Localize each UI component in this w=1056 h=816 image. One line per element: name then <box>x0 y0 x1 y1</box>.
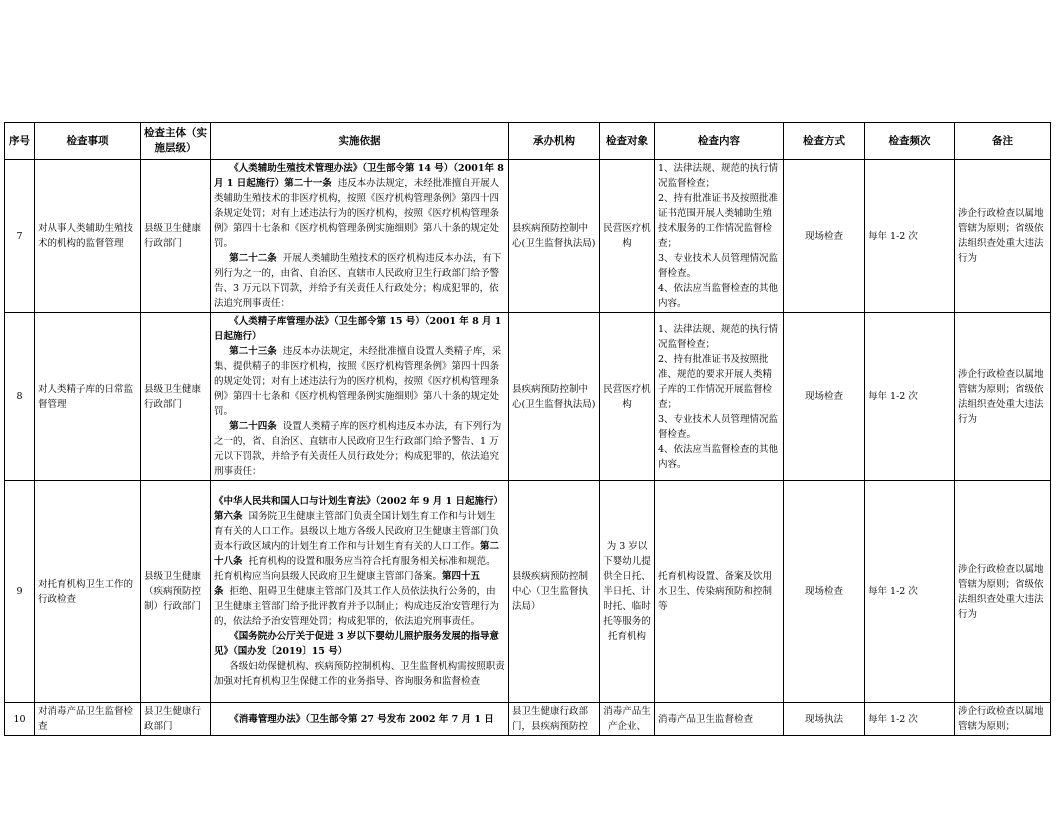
basis-text: 各级妇幼保健机构、疾病预防控制机构、卫生监督机构需按照职责加强对托育机构卫生保健工作的业务指导、咨询服务和监督检查 <box>214 661 505 687</box>
row-item: 对托育机构卫生工作的行政检查 <box>35 481 141 703</box>
row-method: 现场检查 <box>784 481 865 703</box>
row-item: 对消毒产品卫生监督检查 <box>35 703 141 736</box>
inspection-table <box>4 122 1051 736</box>
row-subject: 县级卫生健康行政部门 <box>141 313 211 481</box>
row-target: 民营医疗机构 <box>600 313 655 481</box>
row-freq: 每年 1-2 次 <box>865 313 955 481</box>
basis-text: 违反本办法规定，未经批准擅自设置人类精子库，采集、提供精子的非医疗机构，按照《医疗机构管理条例》第四十四条的规定处罚；对有上述违法行为的医疗机构，按照《医疗机构管理条例》第四十七条和《医疗机构管理条例实施细则》第八十条的规定处罚。 <box>214 346 502 417</box>
row-org: 县疾病预防控制中心(卫生监督执法局) <box>509 313 600 481</box>
basis-title: 第二十八条 <box>214 541 500 567</box>
row-freq: 每年 1-2 次 <box>865 160 955 313</box>
row-note: 涉企行政检查以属地管辖为原则； <box>955 703 1051 736</box>
basis-title: 第四十五条 <box>214 571 481 597</box>
basis-title: 《中华人民共和国人口与计划生育法》（2002 年 9 月 1 日起施行）第六条 <box>214 496 503 522</box>
basis-text: 违反本办法规定，未经批准擅自开展人类辅助生殖技术的非医疗机构，按照《医疗机构管理条例》第四十四条规定处罚；对有上述违法行为的医疗机构，按照《医疗机构管理条例》第四十七条和《医疗机构管理条例实施细则》第八十条的规定处罚。 <box>214 178 500 249</box>
row-item: 对从事人类辅助生殖技术的机构的监督管理 <box>35 160 141 313</box>
content-text: 1、法律法规、规范的执行情况监督检查； 2、持有批准证书及按照批准证书范围开展人类辅助生殖技术服务的工作情况监督检查； 3、专业技术人员管理情况监督检查。 4、依法应当监督检查的其他内容。 <box>658 163 779 309</box>
row-subject: 县级卫生健康行政部门 <box>141 160 211 313</box>
row-number: 8 <box>5 313 35 481</box>
header-method: 检查方式 <box>784 123 865 160</box>
header-no: 序号 <box>5 123 35 160</box>
basis-title: 《国务院办公厅关于促进 3 岁以下婴幼儿照护服务发展的指导意见》（国办发〔2019〕15 号） <box>214 631 499 657</box>
row-content: 托育机构设置、备案及饮用水卫生、传染病预防和控制等 <box>655 481 784 703</box>
basis-paragraph <box>214 712 505 727</box>
basis-text: 设置人类精子库的医疗机构违反本办法，有下列行为之一的，省、自治区、直辖市人民政府卫生行政部门给予警告、1 万元以下罚款，并给予有关责任人员行政处分；构成犯罪的，依法追究刑事责任： <box>214 421 502 477</box>
basis-paragraph <box>214 161 505 251</box>
table-row <box>5 481 1051 703</box>
header-target: 检查对象 <box>600 123 655 160</box>
row-basis <box>211 481 509 703</box>
basis-title: 第二十三条 <box>229 346 277 357</box>
header-subject: 检查主体（实施层级） <box>141 123 211 160</box>
basis-title: 第二十四条 <box>229 421 277 432</box>
row-org: 县级疾病预防控制中心（卫生监督执法局） <box>509 481 600 703</box>
basis-title: 《人类辅助生殖技术管理办法》（卫生部令第 14 号）（2001年 8 月 1 日起施行）第二十一条 <box>214 163 504 189</box>
basis-title: 第二十二条 <box>229 253 277 264</box>
header-note: 备注 <box>955 123 1051 160</box>
row-content <box>655 160 784 313</box>
basis-text: 开展人类辅助生殖技术的医疗机构违反本办法，有下列行为之一的，由省、自治区、直辖市人民政府卫生行政部门给予警告、3 万元以下罚款，并给予有关责任人行政处分；构成犯罪的，依法追究刑事责任： <box>214 253 502 309</box>
row-subject: 县卫生健康行政部门 <box>141 703 211 736</box>
basis-paragraph <box>214 314 505 344</box>
row-subject: 县级卫生健康（疾病预防控制）行政部门 <box>141 481 211 703</box>
basis-title: 《人类精子库管理办法》（卫生部令第 15 号）（2001 年 8 月 1 日起施行） <box>214 316 502 342</box>
table-row <box>5 703 1051 736</box>
row-content <box>655 313 784 481</box>
header-org: 承办机构 <box>509 123 600 160</box>
table-row <box>5 160 1051 313</box>
row-freq: 每年 1-2 次 <box>865 481 955 703</box>
basis-paragraph <box>214 494 505 629</box>
table-header-row <box>5 123 1051 160</box>
row-target: 消毒产品生产企业、 <box>600 703 655 736</box>
row-org: 县疾病预防控制中心(卫生监督执法局) <box>509 160 600 313</box>
basis-text: 托育机构的设置和服务应当符合托育服务相关标准和规范。托育机构应当向县级人民政府卫生健康主管部门备案。 <box>214 556 496 582</box>
basis-paragraph <box>214 251 505 311</box>
row-note: 涉企行政检查以属地管辖为原则；省级依法组织查处重大违法行为 <box>955 313 1051 481</box>
row-org: 县卫生健康行政部门，县疾病预防控 <box>509 703 600 736</box>
row-content: 消毒产品卫生监督检查 <box>655 703 784 736</box>
row-method: 现场执法 <box>784 703 865 736</box>
row-method: 现场检查 <box>784 160 865 313</box>
row-number: 10 <box>5 703 35 736</box>
row-method: 现场检查 <box>784 313 865 481</box>
row-note: 涉企行政检查以属地管辖为原则；省级依法组织查处重大违法行为 <box>955 481 1051 703</box>
row-target: 民营医疗机构 <box>600 160 655 313</box>
basis-paragraph <box>214 419 505 479</box>
row-basis <box>211 160 509 313</box>
basis-text: 拒绝、阻碍卫生健康主管部门及其工作人员依法执行公务的，由卫生健康主管部门给予批评教育并予以制止；构成违反治安管理行为的，依法给予治安管理处罚；构成犯罪的，依法追究刑事责任。 <box>214 586 500 627</box>
row-number: 7 <box>5 160 35 313</box>
row-freq: 每年 1-2 次 <box>865 703 955 736</box>
table-row <box>5 313 1051 481</box>
row-item: 对人类精子库的日常监督管理 <box>35 313 141 481</box>
basis-title: 《消毒管理办法》（卫生部令第 27 号发布 2002 年 7 月 1 日 <box>229 713 494 725</box>
content-text: 1、法律法规、规范的执行情况监督检查； 2、持有批准证书及按照批准、规范的要求开展人类精子库的工作情况开展监督检查； 3、专业技术人员管理情况监督检查。 4、依法应当监督检查的其他内容。 <box>658 323 779 470</box>
header-freq: 检查频次 <box>865 123 955 160</box>
header-basis: 实施依据 <box>211 123 509 160</box>
row-note: 涉企行政检查以属地管辖为原则；省级依法组织查处重大违法行为 <box>955 160 1051 313</box>
header-content: 检查内容 <box>655 123 784 160</box>
row-basis <box>211 703 509 736</box>
basis-paragraph <box>214 344 505 419</box>
basis-text: 国务院卫生健康主管部门负责全国计划生育工作和与计划生育有关的人口工作。县级以上地方各级人民政府卫生健康主管部门负责本行政区域内的计划生育工作和与计划生育有关的人口工作。 <box>214 511 500 552</box>
basis-paragraph <box>214 659 505 689</box>
basis-paragraph <box>214 629 505 659</box>
header-item: 检查事项 <box>35 123 141 160</box>
row-target: 为 3 岁以下婴幼儿提供全日托、半日托、计时托、临时托等服务的托育机构 <box>600 481 655 703</box>
row-basis <box>211 313 509 481</box>
row-number: 9 <box>5 481 35 703</box>
